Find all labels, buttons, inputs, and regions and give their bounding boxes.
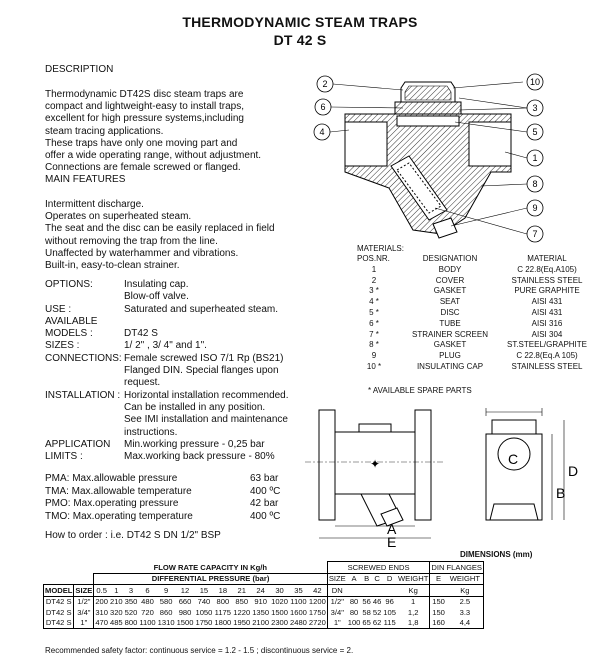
pressure-header: 21 [232, 585, 251, 597]
materials-cell: DISC [440, 307, 460, 317]
flow-value: 320 [109, 607, 123, 617]
flow-value: 980 [178, 607, 192, 617]
spec-value: Insulating cap. [124, 279, 189, 290]
flow-value: 2100 [252, 618, 270, 628]
materials-cell: 1 [371, 264, 377, 274]
cross-section-drawing [305, 68, 565, 246]
limit-label: TMO: Max.operating temperature [45, 510, 193, 522]
flow-value: 1220 [233, 607, 251, 617]
dim-value: 150 [430, 607, 447, 618]
flow-value: 310 [95, 607, 108, 617]
features-line: Unaffected by waterhammer and vibrations. [45, 247, 239, 259]
spec-label [45, 402, 124, 414]
materials-cell: PLUG [439, 351, 461, 361]
document-title: THERMODYNAMIC STEAM TRAPS [182, 14, 418, 30]
dim-value: 1/2" [327, 596, 346, 607]
dim-value: 115 [383, 618, 396, 628]
limit-value: 42 bar [250, 498, 279, 509]
row-model: DT42 S [44, 618, 74, 629]
limit-value: 63 bar [250, 473, 279, 484]
materials-cell: GASKET [433, 286, 467, 296]
flow-value: 1750 [308, 607, 326, 617]
dim-value: 1" [327, 618, 346, 629]
pressure-header: 35 [289, 585, 308, 597]
flow-value: 485 [109, 618, 123, 628]
flow-value: 720 [141, 607, 154, 617]
callout-2: 2 [322, 79, 328, 89]
spec-value: Can be installed in any position. [124, 401, 266, 413]
materials-cell: AISI 316 [531, 318, 563, 328]
pressure-header: 6 [138, 585, 156, 597]
row-model: DT42 S [44, 607, 74, 618]
materials-cell: 6 * [369, 318, 379, 328]
dim-header: C [374, 574, 380, 584]
spec-value: Horizontal installation recommended. [124, 389, 289, 401]
flow-value: 910 [254, 597, 267, 607]
row-size: 1" [74, 618, 94, 629]
flow-value: 470 [95, 618, 108, 628]
materials-cell: ST.STEEL/GRAPHITE [506, 340, 588, 350]
screwed-ends-title: SCREWED ENDS [327, 562, 430, 574]
spec-value: Blow-off valve. [124, 291, 189, 303]
dim-value: 105 [383, 607, 396, 617]
flow-value: 1100 [290, 597, 307, 607]
dim-value: 1,2 [397, 607, 430, 618]
dim-value: 160 [430, 618, 447, 629]
dimension-e-label: E [387, 534, 397, 550]
dimension-a-label: A [387, 521, 397, 537]
pressure-header: 42 [308, 585, 327, 597]
col-size-header: SIZE [75, 585, 93, 595]
col-model-header: MODEL [45, 585, 73, 595]
dim-value: 1,8 [397, 618, 430, 629]
materials-cell: AISI 431 [531, 297, 563, 307]
materials-cell: SEAT [439, 297, 461, 307]
flow-value: 1050 [195, 607, 213, 617]
materials-cell: BODY [438, 264, 462, 274]
dim-unit [372, 585, 382, 597]
spec-label: CONNECTIONS: [45, 352, 122, 364]
callout-10: 10 [529, 77, 541, 87]
pressure-header: 1 [109, 585, 124, 597]
description-line: offer a wide operating range, without adjustment. [45, 150, 262, 162]
materials-cell: 3 * [369, 286, 379, 296]
flow-value: 1310 [157, 618, 175, 628]
flow-value: 580 [159, 597, 173, 607]
dim-unit [382, 585, 397, 597]
materials-header: MATERIAL [527, 254, 567, 263]
spec-value: Max.working back pressure - 80% [124, 451, 275, 463]
flow-value: 350 [124, 597, 138, 607]
dim-value: 46 [372, 597, 382, 607]
flow-value: 480 [141, 597, 154, 607]
materials-cell: AISI 431 [531, 307, 563, 317]
spec-label: OPTIONS: [45, 279, 93, 290]
dimension-c-label: C [508, 451, 519, 467]
spec-value: Saturated and superheated steam. [124, 303, 278, 315]
flow-value: 1100 [139, 618, 156, 628]
pressure-header: 30 [270, 585, 289, 597]
materials-header: DESIGNATION [422, 254, 478, 263]
materials-cell: 10 * [366, 361, 382, 371]
dim-unit [361, 585, 371, 597]
flow-value: 1600 [290, 607, 307, 617]
spec-label [45, 291, 124, 303]
materials-cell: PURE GRAPHITE [514, 286, 580, 296]
limit-label: TMA: Max.allowable temperature [45, 485, 192, 497]
dim-header: WEIGHT [397, 574, 429, 584]
dim-unit [347, 585, 362, 597]
description-line: Thermodynamic DT42S disc steam traps are [45, 89, 244, 100]
flow-value: 1175 [214, 607, 232, 617]
spec-value: See IMI installation and maintenance [124, 414, 288, 426]
flow-value: 1950 [233, 618, 251, 628]
dim-unit: Kg [447, 585, 484, 597]
spec-label [45, 365, 124, 377]
dim-header: A [351, 574, 357, 584]
features-heading: MAIN FEATURES [45, 174, 126, 185]
dim-unit: Kg [397, 585, 430, 597]
dim-value: 62 [372, 618, 382, 628]
dim-value: 3.3 [447, 607, 484, 618]
features-line: Intermittent discharge. [45, 199, 144, 210]
callout-8: 8 [532, 179, 538, 189]
spec-label: SIZES : [45, 340, 80, 352]
flow-value: 850 [235, 597, 249, 607]
flow-value: 800 [216, 597, 230, 607]
pressure-header: 15 [194, 585, 213, 597]
callout-5: 6 [320, 102, 326, 112]
materials-cell: 4 * [369, 297, 379, 307]
flow-value: 2480 [290, 618, 307, 628]
features-text [45, 199, 275, 272]
materials-cell: 5 * [369, 307, 379, 317]
blank-cell [44, 573, 94, 585]
flow-value: 1020 [271, 597, 289, 607]
materials-cell: 8 * [369, 340, 379, 350]
dim-header: B [364, 574, 370, 584]
dim-value: 80 [349, 597, 359, 607]
description-heading: DESCRIPTION [45, 64, 114, 75]
materials-cell: INSULATING CAP [416, 361, 484, 371]
spec-value [124, 316, 289, 328]
side-view-drawing [478, 404, 588, 546]
callout-3: 3 [532, 103, 538, 113]
pressure-header: 3 [124, 585, 139, 597]
dim-header: E [430, 573, 447, 585]
dim-value: 96 [385, 597, 394, 607]
spec-label [45, 427, 124, 439]
din-flanges-title: DIN FLANGES [431, 562, 482, 572]
materials-cell: C 22.8(Eq.A 105) [516, 351, 578, 361]
materials-cell: 2 [371, 275, 377, 285]
flow-value: 2300 [271, 618, 289, 628]
spec-value: DT42 S [124, 328, 158, 340]
features-line: Operates on superheated steam. [45, 211, 192, 223]
dimension-d-label: D [568, 463, 579, 479]
dim-value: 52 [372, 607, 382, 617]
flow-value: 520 [124, 607, 138, 617]
spec-label: USE : [45, 303, 72, 315]
order-text: How to order : i.e. DT42 S DN 1/2" BSP [45, 530, 221, 541]
materials-cell: COVER [435, 275, 465, 285]
flow-value: 2720 [308, 618, 326, 628]
dim-header: WEIGHT [447, 573, 484, 585]
spec-value: 1/ 2" , 3/ 4" and 1". [124, 340, 207, 352]
document-subtitle: DT 42 S [273, 32, 327, 48]
flow-value: 1200 [308, 597, 326, 607]
materials-cell: AISI 304 [531, 329, 563, 339]
flow-value: 1350 [252, 607, 270, 617]
pressure-header: 0.5 [94, 585, 109, 597]
flow-value: 740 [197, 597, 211, 607]
footer-note: Recommended safety factor: continuous service = 1.2 - 1.5 ; discontinuous service = 2. [45, 646, 354, 655]
spec-value: instructions. [124, 426, 178, 438]
dim-value: 80 [349, 607, 359, 617]
materials-cell: 9 [371, 351, 377, 361]
pressure-header: 9 [157, 585, 176, 597]
materials-cell: STAINLESS STEEL [511, 275, 583, 285]
materials-cell: C 22.8(Eq.A105) [517, 264, 577, 274]
blank-cell [44, 562, 94, 574]
features-line: without removing the trap from the line. [45, 235, 218, 247]
dim-value: 1 [397, 596, 430, 607]
front-view-drawing [305, 402, 445, 550]
spec-label: AVAILABLE [45, 315, 98, 327]
flow-value: 1800 [214, 618, 232, 628]
flow-value: 200 [95, 597, 108, 607]
flow-value: 1500 [176, 618, 194, 628]
pressure-header: 18 [213, 585, 232, 597]
spec-value: Female screwed ISO 7/1 Rp (BS21) [124, 352, 284, 364]
spec-value: request. [124, 377, 161, 389]
dim-unit: DN [327, 585, 346, 597]
callout-1: 1 [532, 153, 538, 163]
spec-label: INSTALLATION : [45, 389, 121, 401]
spec-value: Min.working pressure - 0,25 bar [124, 438, 265, 450]
dim-value: 3/4" [327, 607, 346, 618]
spec-label [45, 414, 124, 426]
pressure-header: 12 [176, 585, 195, 597]
dim-value: 4,4 [447, 618, 484, 629]
flow-value: 1500 [271, 607, 289, 617]
callout-7: 7 [532, 229, 538, 239]
specs-table [45, 279, 289, 463]
flow-title: FLOW RATE CAPACITY IN Kg/h [153, 562, 268, 572]
spare-parts-note: * AVAILABLE SPARE PARTS [368, 386, 472, 395]
svg-text:✦: ✦ [369, 457, 381, 471]
flow-value: 800 [124, 618, 138, 628]
features-line: Built-in, easy-to-clean strainer. [45, 260, 180, 272]
materials-cell: TUBE [439, 318, 461, 328]
materials-table [357, 254, 597, 373]
dim-value: 58 [362, 607, 371, 617]
callout-9: 9 [532, 203, 538, 213]
flow-value: 660 [178, 597, 192, 607]
dim-header: SIZE [328, 574, 346, 584]
materials-heading: MATERIALS: [357, 244, 404, 253]
materials-cell: STAINLESS STEEL [511, 361, 583, 371]
flow-dimensions-table [43, 561, 484, 629]
description-line: compact and lightweight-easy to install traps, [45, 101, 244, 113]
description-line: Connections are female screwed or flanged. [45, 162, 241, 174]
dimension-b-label: B [556, 485, 566, 501]
row-size: 3/4" [74, 607, 94, 618]
dim-value: 2.5 [447, 596, 484, 607]
spec-value: Flanged DIN. Special flanges upon [124, 365, 279, 377]
description-line: excellent for high pressure systems,including [45, 113, 244, 125]
materials-cell: STRAINER SCREEN [411, 329, 488, 339]
dim-value: 100 [347, 618, 361, 628]
callout-6: 5 [532, 127, 538, 137]
description-line: steam tracing applications. [45, 125, 164, 137]
spec-label [45, 377, 124, 389]
spec-label: LIMITS : [45, 451, 83, 463]
dim-value: 65 [362, 618, 371, 628]
flow-subtitle: DIFFERENTIAL PRESSURE (bar) [94, 573, 328, 585]
materials-cell: 7 * [369, 329, 379, 339]
callout-4: 4 [319, 127, 325, 137]
flow-value: 860 [159, 607, 173, 617]
limit-label: PMA: Max.allowable pressure [45, 473, 178, 484]
flow-value: 210 [109, 597, 123, 607]
description-text [45, 89, 261, 174]
row-model: DT42 S [44, 596, 74, 607]
limit-label: PMO: Max.operating pressure [45, 498, 179, 509]
materials-cell: GASKET [433, 340, 467, 350]
limit-value: 400 ºC [250, 510, 281, 522]
limits-table [45, 473, 280, 523]
flow-value: 1750 [195, 618, 213, 628]
spec-label: APPLICATION [45, 438, 111, 450]
dimensions-title: DIMENSIONS (mm) [460, 550, 533, 559]
dim-value: 150 [430, 596, 447, 607]
dim-header: D [386, 574, 393, 584]
row-size: 1/2" [74, 596, 94, 607]
pressure-header: 24 [251, 585, 270, 597]
description-line: These traps have only one moving part and [45, 137, 238, 149]
features-line: The seat and the disc can be easily replaced in field [45, 223, 275, 235]
spec-label: MODELS : [45, 328, 93, 340]
materials-header: POS.NR. [357, 254, 390, 263]
limit-value: 400 ºC [250, 485, 281, 497]
dim-value: 56 [362, 597, 371, 607]
dim-unit [430, 585, 447, 597]
